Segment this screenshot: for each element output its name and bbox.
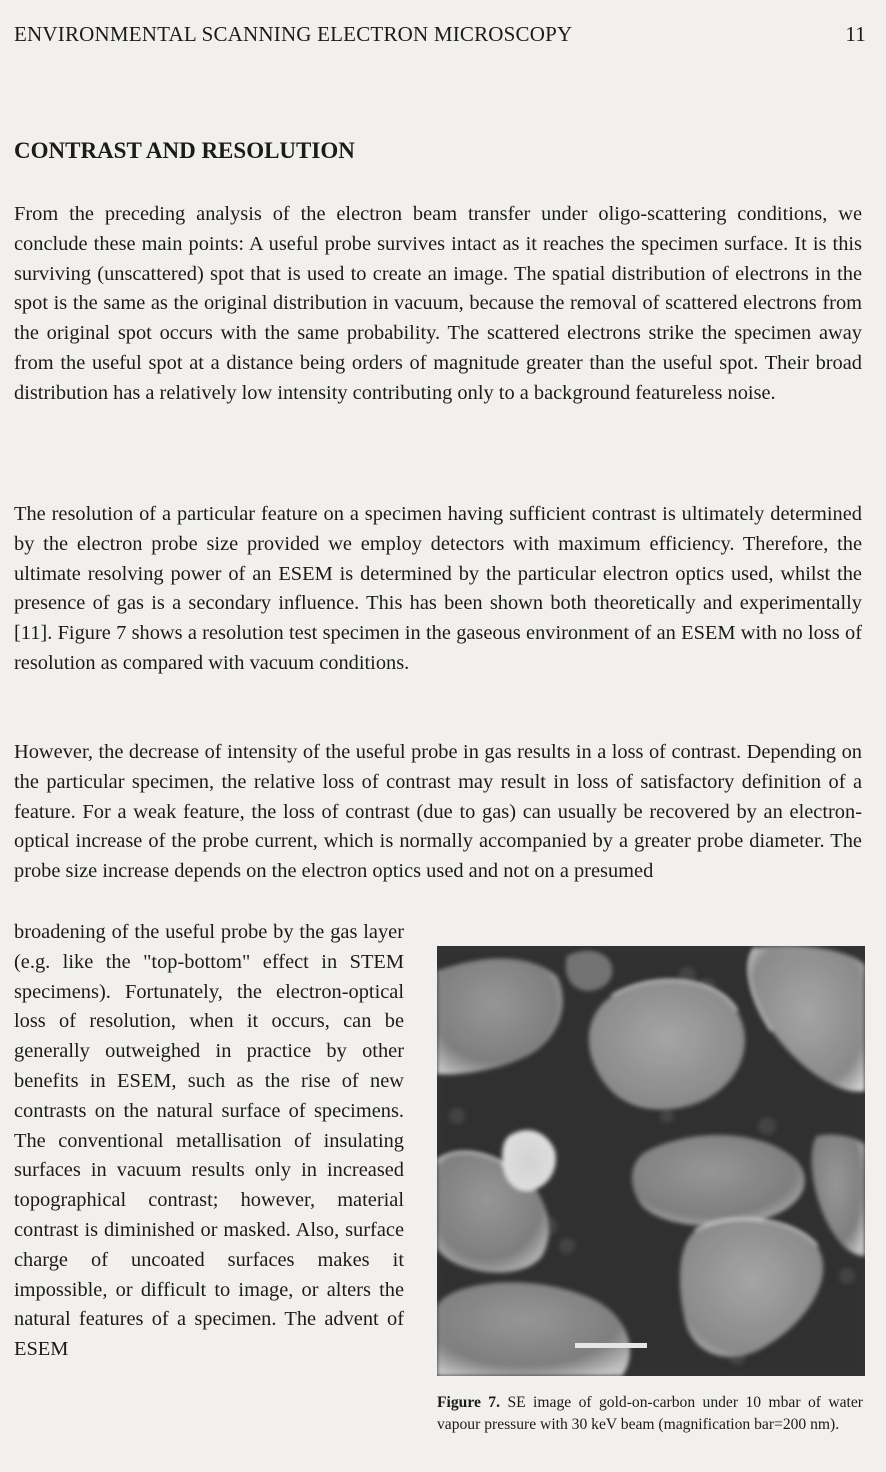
paragraph-3-continued: broadening of the useful probe by the gas layer (e.g. like the "top-bottom" effect in STEM specimens). Fortunately, the electron-optical loss of resolution, when it occurs, can be generally outweighed in practice by other benefits in ESEM, such as the rise of new contrasts on the natural surface of specimens. The conventional metallisation of insulating surfaces in vacuum results only in increased topographical contrast; however, material contrast is diminished or masked. Also, surface charge of uncoated surfaces makes it impossible, or difficult to image, or alters the natural features of a specimen. The advent of ESEM: [14, 921, 404, 1361]
running-head: [14, 22, 866, 47]
running-title: ENVIRONMENTAL SCANNING ELECTRON MICROSCOPY: [14, 22, 573, 46]
magnification-bar: [575, 1343, 647, 1348]
sem-micrograph: [437, 946, 865, 1376]
figure-caption-text: SE image of gold-on-carbon under 10 mbar of water vapour pressure with 30 keV beam (magnification bar=200 nm).: [437, 1394, 863, 1433]
section-heading: CONTRAST AND RESOLUTION: [14, 138, 355, 163]
page-number: 11: [845, 22, 866, 46]
figure-7-sem-image: [437, 946, 865, 1376]
paragraph-3: However, the decrease of intensity of the useful probe in gas results in a loss of contrast. Depending on the particular specimen, the relative loss of contrast may result in loss of satisfactory definition of a feature. For a weak feature, the loss of contrast (due to gas) can usually be recovered by an electron-optical increase of the probe current, which is normally accompanied by a greater probe diameter. The probe size increase depends on the electron optics used and not on a presumed: [14, 741, 862, 883]
figure-caption: [437, 1392, 863, 1436]
figure-label: Figure 7.: [437, 1394, 501, 1411]
paragraph-1: From the preceding analysis of the electron beam transfer under oligo-scattering conditions, we conclude these main points: A useful probe survives intact as it reaches the specimen surface. It is this surviving (unscattered) spot that is used to create an image. The spatial distribution of electrons in the spot is the same as the original distribution in vacuum, because the removal of scattered electrons from the original spot occurs with the same probability. The scattered electrons strike the specimen away from the useful spot at a distance being orders of magnitude greater than the useful spot. Their broad distribution has a relatively low intensity contributing only to a background featureless noise.: [14, 203, 862, 404]
paragraph-2: The resolution of a particular feature on a specimen having sufficient contrast is ultimately determined by the electron probe size provided we employ detectors with maximum efficiency. Therefore, the ultimate resolving power of an ESEM is determined by the particular electron optics used, whilst the presence of gas is a secondary influence. This has been shown both theoretically and experimentally [11]. Figure 7 shows a resolution test specimen in the gaseous environment of an ESEM with no loss of resolution as compared with vacuum conditions.: [14, 503, 862, 674]
